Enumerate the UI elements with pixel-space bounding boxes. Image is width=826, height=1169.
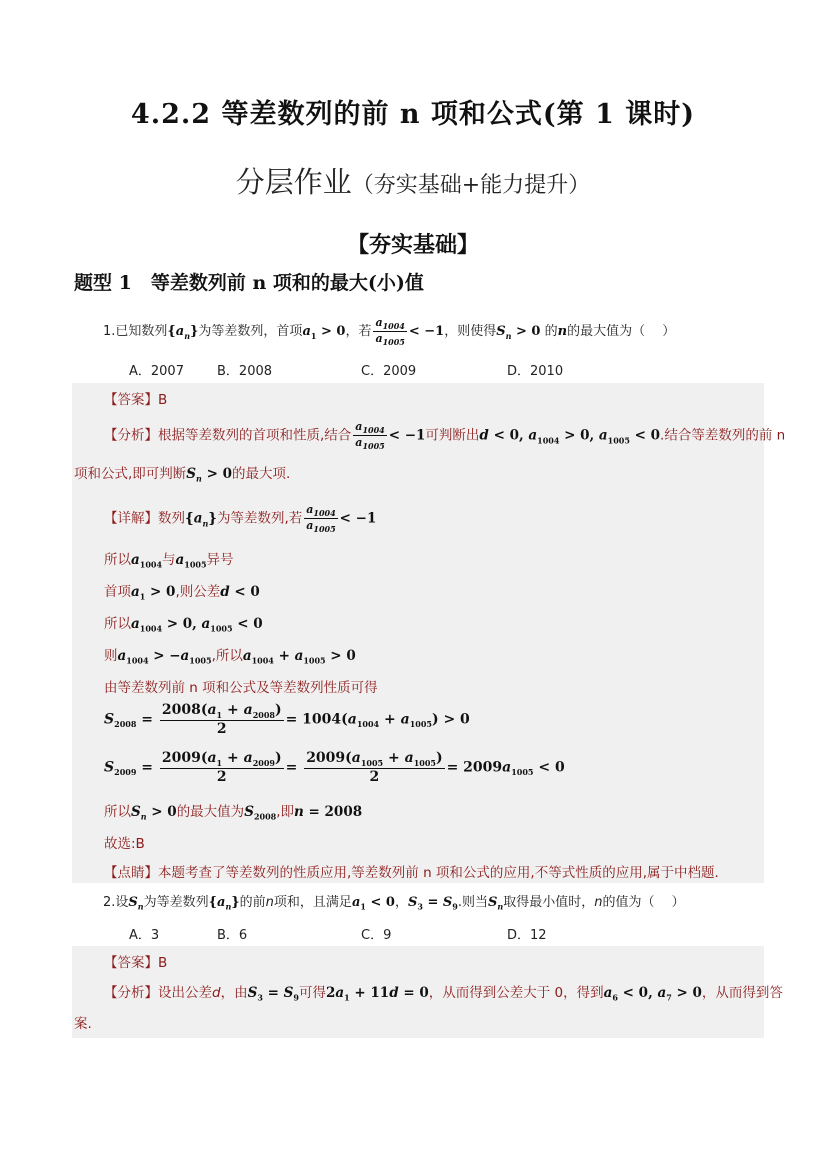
- analysis-2-line-1: 【分析】设出公差d，由$S_3 = S_9$可得$2a_1 + 11d = 0$，从而得到公差大于 0，得到$a_6 < 0$, $a_7 > 0$，从而得到答: [104, 985, 783, 1003]
- detail-1-line-7: 故选:B: [104, 836, 145, 852]
- detail-1-line-2: 首项$a_1 > 0$,则公差d < 0: [104, 584, 260, 602]
- choice-c[interactable]: C．2009: [361, 364, 417, 379]
- page-subtitle: [0, 160, 826, 201]
- page-title: 4.2.2 等差数列的前 n 项和公式(第 1 课时): [130, 99, 696, 130]
- detail-1-line-3: 所以$a_{1004} > 0$, $a_{1005} < 0$: [104, 616, 263, 634]
- question-1: 1.已知数列$\{a_n\}$为等差数列，首项$a_1 > 0$，若 $\frac{a_{1004}}{a_{1005}}$ < −1，则使得$S_n > 0$ 的n的最大值为（ ）: [103, 316, 676, 348]
- equation-s2008: $S_{2008}$ = $\frac{2008(a_1 + a_{2008})}{2}$ = $1004(a_{1004} + a_{1005}) > 0$: [104, 702, 470, 737]
- detail-1-line-4: 则$a_{1004} > -a_{1005}$,所以$a_{1004} + a_{1005} > 0$: [104, 648, 356, 666]
- choice-c[interactable]: C．9: [361, 928, 392, 943]
- answer-1: 【答案】B: [104, 392, 168, 408]
- choice-d[interactable]: D．12: [507, 928, 547, 943]
- detail-1: 【详解】数列$\{a_n\}$为等差数列,若 $\frac{a_{1004}}{a_{1005}}$ < −1: [104, 503, 377, 535]
- subtitle-paren: （夯实基础+能力提升）: [351, 173, 591, 198]
- analysis-1-line-2: 项和公式,即可判断$S_n > 0$的最大项.: [74, 466, 291, 484]
- topic-heading: 题型 1 等差数列前 n 项和的最大(小)值: [74, 272, 424, 294]
- section-heading: 【夯实基础】: [346, 232, 479, 258]
- subtitle-main: 分层作业: [235, 165, 352, 199]
- analysis-2-line-2: 案.: [74, 1016, 92, 1032]
- choice-a[interactable]: A．2007: [129, 364, 184, 379]
- detail-1-line-6: 所以$S_n > 0$的最大值为$S_{2008}$,即n = 2008: [104, 804, 363, 822]
- choice-d[interactable]: D．2010: [507, 364, 564, 379]
- choice-b[interactable]: B．6: [217, 928, 248, 943]
- analysis-1-line-1: 【分析】根据等差数列的首项和性质,结合 $\frac{a_{1004}}{a_{1005}}$ < −1可判断出d < 0, $a_{1004} > 0$, $a_{1005} < 0$.结合等差数列的前 n: [104, 420, 786, 452]
- equation-s2009: $S_{2009}$ = $\frac{2009(a_1 + a_{2009})}{2}$ = $\frac{2009(a_{1005} + a_{1005})}{2}$ = $2009a_{1005} < 0$: [104, 750, 565, 785]
- question-2: 2.设$S_n$为等差数列$\{a_n\}$的前n项和，且满足$a_1 < 0$，$S_3 = S_9$.则当$S_n$取得最小值时，n的值为（ ）: [103, 895, 685, 912]
- detail-1-line-5: 由等差数列前 n 项和公式及等差数列性质可得: [104, 680, 378, 696]
- choice-a[interactable]: A．3: [129, 928, 160, 943]
- choice-b[interactable]: B．2008: [217, 364, 273, 379]
- comment-1: 【点睛】本题考查了等差数列的性质应用,等差数列前 n 项和公式的应用,不等式性质的应用,属于中档题.: [104, 865, 719, 881]
- detail-1-line-1: 所以$a_{1004}$与$a_{1005}$异号: [104, 552, 234, 570]
- answer-2: 【答案】B: [104, 955, 168, 971]
